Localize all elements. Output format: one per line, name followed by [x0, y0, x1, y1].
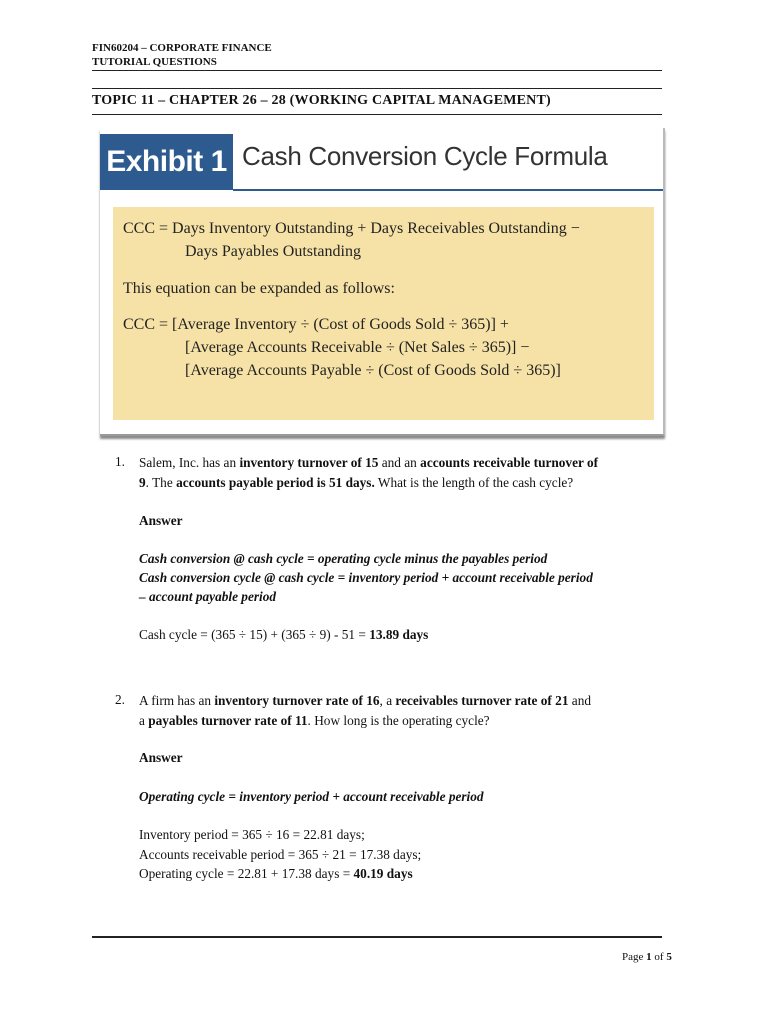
formula-text: Operating cycle = inventory period + account receivable period — [139, 789, 484, 804]
question-number: 2. — [115, 692, 125, 707]
calculation-line: Inventory period = 365 ÷ 16 = 22.81 days; — [139, 827, 365, 842]
calculation-line: Accounts receivable period = 365 ÷ 21 = 17.38 days; — [139, 847, 422, 862]
formula-line: This equation can be expanded as follows: — [123, 280, 395, 297]
formula-line: [Average Accounts Payable ÷ (Cost of Goods Sold ÷ 365)] — [185, 362, 561, 379]
course-title: FIN60204 – CORPORATE FINANCE — [92, 42, 272, 54]
page-number: Page 1 of 5 — [622, 951, 672, 963]
formula-text: Cash conversion @ cash cycle = operating cycle minus the payables period — [139, 551, 548, 566]
document-header — [92, 41, 272, 69]
exhibit-figure — [100, 128, 665, 436]
result-value: 13.89 days — [369, 627, 429, 642]
question-2-text: A firm has an inventory turnover rate of 16, a receivables turnover rate of 21 and a payables turnover rate of 11. How long is the operating cycle? — [139, 693, 592, 728]
formula-line: Days Payables Outstanding — [185, 243, 361, 260]
exhibit-title: Cash Conversion Cycle Formula — [242, 141, 608, 171]
footer-rule — [92, 936, 662, 938]
exhibit-title-rule — [233, 189, 663, 191]
answer-label: Answer — [139, 750, 183, 765]
formula-box — [113, 207, 654, 420]
question-number: 1. — [115, 454, 125, 469]
answer-label: Answer — [139, 513, 183, 528]
header-rule — [92, 70, 662, 71]
topic-heading: TOPIC 11 – CHAPTER 26 – 28 (WORKING CAPITAL MANAGEMENT) — [92, 93, 551, 108]
formula-line: CCC = [Average Inventory ÷ (Cost of Goods Sold ÷ 365)] + — [123, 316, 509, 333]
exhibit-tab: Exhibit 1 — [100, 134, 233, 190]
question-1-text: Salem, Inc. has an inventory turnover of 15 and an accounts receivable turnover of 9. The accounts payable period is 51 days. What is the length of the cash cycle? — [139, 455, 599, 490]
calculation-line: Cash cycle = (365 ÷ 15) + (365 ÷ 9) - 51 = 13.89 days — [139, 627, 429, 642]
result-value: 40.19 days — [353, 866, 413, 881]
formula-line: [Average Accounts Receivable ÷ (Net Sales ÷ 365)] − — [185, 339, 530, 356]
topic-rule-top — [92, 88, 662, 89]
formula-text: Cash conversion cycle @ cash cycle = inventory period + account receivable period — [139, 570, 593, 585]
formula-line: CCC = Days Inventory Outstanding + Days Receivables Outstanding − — [123, 220, 580, 237]
topic-rule-bottom — [92, 114, 662, 115]
calculation-line: Operating cycle = 22.81 + 17.38 days = 40.19 days — [139, 866, 413, 881]
formula-text: – account payable period — [139, 589, 277, 604]
doc-subtitle: TUTORIAL QUESTIONS — [92, 56, 217, 68]
